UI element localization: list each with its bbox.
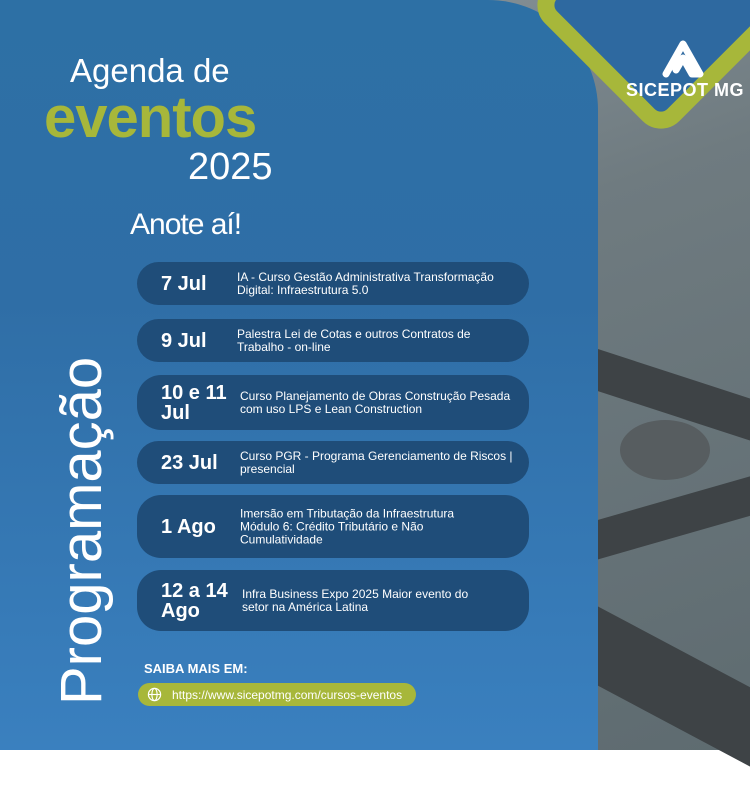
event-description: Infra Business Expo 2025 Maior evento do setor na América Latina [242, 586, 469, 614]
event-item [137, 319, 529, 362]
more-info-label: SAIBA MAIS EM: [144, 661, 248, 676]
logo-text: SICEPOT MG [625, 80, 744, 100]
event-description: Curso PGR - Programa Gerenciamento de Riscos | presencial [240, 448, 513, 476]
event-item [137, 375, 529, 430]
website-url[interactable]: https://www.sicepotmg.com/cursos-eventos [172, 688, 403, 702]
event-date: 12 a 14 Ago [161, 579, 228, 622]
event-date: 7 Jul [161, 272, 207, 295]
event-description: Curso Planejamento de Obras Construção Pesada com uso LPS e Lean Construction [240, 388, 511, 416]
event-date: 9 Jul [161, 329, 207, 352]
event-item [137, 441, 529, 484]
event-description: Imersão em Tributação da Infraestrutura Módulo 6: Crédito Tributário e Não Cumulatividade [240, 506, 455, 546]
event-item [137, 570, 529, 631]
title-year: 2025 [188, 146, 273, 188]
title-eventos: eventos [44, 85, 257, 150]
vertical-programacao: Programação [49, 356, 114, 705]
event-description: IA - Curso Gestão Administrativa Transformação Digital: Infraestrutura 5.0 [237, 269, 494, 297]
event-item [137, 495, 529, 558]
event-date: 1 Ago [161, 515, 216, 538]
event-date: 23 Jul [161, 451, 218, 474]
globe-icon [147, 687, 162, 702]
event-description: Palestra Lei de Cotas e outros Contratos de Trabalho - on-line [237, 326, 471, 354]
event-item [137, 262, 529, 305]
event-date: 10 e 11 Jul [161, 381, 227, 424]
sicepot-logo [620, 38, 750, 101]
sicepot-logo-icon [662, 38, 708, 78]
website-link[interactable] [138, 683, 416, 706]
title-agenda: Agenda de [70, 52, 230, 89]
subtitle-anote: Anote aí! [130, 208, 242, 241]
